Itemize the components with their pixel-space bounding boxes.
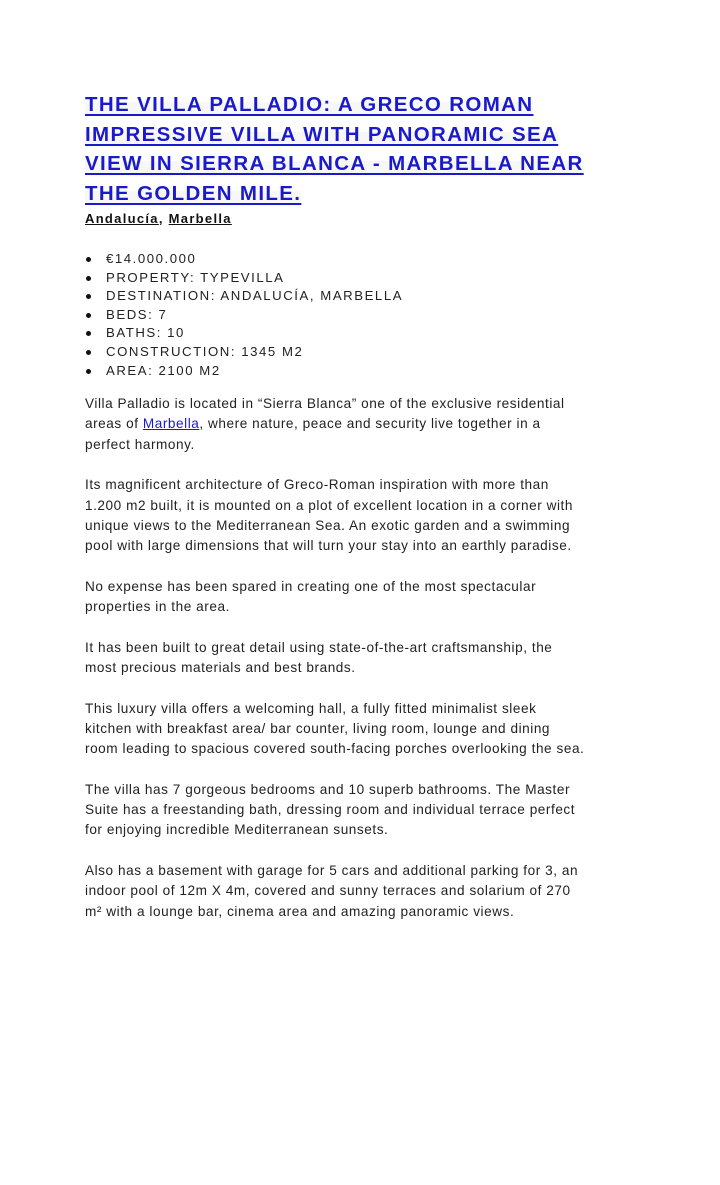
paragraph-line: [85, 414, 645, 434]
spec-text: €14.000.000: [106, 251, 197, 266]
paragraph-text: areas of: [85, 416, 143, 432]
paragraph-line: 1.200 m2 built, it is mounted on a plot of excellent location in a corner with: [85, 497, 573, 513]
city-link[interactable]: Marbella: [168, 211, 232, 226]
title-line[interactable]: THE VILLA PALLADIO: A GRECO ROMAN: [85, 93, 534, 116]
title-line[interactable]: IMPRESSIVE VILLA WITH PANORAMIC SEA: [85, 122, 559, 146]
bullet-icon: [86, 313, 91, 318]
paragraph-line: room leading to spacious covered south-facing porches overlooking the sea.: [85, 741, 585, 757]
paragraph-line: perfect harmony.: [85, 436, 195, 452]
paragraph-craftsmanship: [85, 638, 645, 679]
property-specs-list: [85, 250, 645, 380]
paragraph-line: The villa has 7 gorgeous bedrooms and 10 superb bathrooms. The Master: [85, 781, 571, 797]
bullet-icon: [86, 331, 91, 336]
paragraph-architecture: [85, 475, 645, 556]
paragraph-layout: [85, 699, 645, 760]
title-line[interactable]: VIEW IN SIERRA BLANCA - MARBELLA NEAR: [85, 152, 584, 175]
bullet-icon: [86, 294, 91, 299]
spec-text: PROPERTY: TYPEVILLA: [106, 269, 285, 285]
spec-text: DESTINATION: ANDALUCÍA, MARBELLA: [106, 288, 404, 304]
paragraph-line: properties in the area.: [85, 599, 230, 615]
paragraph-line: It has been built to great detail using state-of-the-art craftsmanship, the: [85, 639, 553, 655]
spec-text: CONSTRUCTION: 1345 M2: [106, 343, 304, 359]
paragraph-line: Also has a basement with garage for 5 cars and additional parking for 3, an: [85, 862, 579, 878]
paragraph-line: indoor pool of 12m X 4m, covered and sunny terraces and solarium of 270: [85, 883, 571, 899]
spec-property-type: [85, 269, 645, 288]
paragraph-line: pool with large dimensions that will turn your stay into an earthly paradise.: [85, 538, 572, 554]
spec-beds: [85, 306, 645, 325]
title-line[interactable]: THE GOLDEN MILE.: [85, 181, 302, 205]
spec-construction: [85, 343, 645, 362]
spec-text: AREA: 2100 M2: [106, 362, 221, 378]
marbella-link[interactable]: Marbella: [142, 416, 200, 432]
document-page: [85, 90, 645, 922]
bullet-icon: [86, 257, 91, 262]
spec-price: [85, 250, 645, 269]
spec-text: BATHS: 10: [106, 325, 185, 341]
bullet-icon: [86, 276, 91, 281]
spec-area: [85, 362, 645, 381]
paragraph-line: most precious materials and best brands.: [85, 660, 356, 676]
location-breadcrumb: [85, 210, 645, 228]
region-link[interactable]: Andalucía: [85, 211, 159, 226]
paragraph-line: No expense has been spared in creating one of the most spectacular: [85, 578, 537, 594]
paragraph-line: Suite has a freestanding bath, dressing room and individual terrace perfect: [85, 802, 576, 818]
bullet-icon: [86, 350, 91, 355]
paragraph-line: unique views to the Mediterranean Sea. An exotic garden and a swimming: [85, 517, 571, 533]
paragraph-expense: [85, 577, 645, 618]
spec-baths: [85, 324, 645, 343]
spec-destination: [85, 287, 645, 306]
paragraph-line: Its magnificent architecture of Greco-Roman inspiration with more than: [85, 477, 549, 493]
paragraph-basement: [85, 861, 645, 922]
paragraph-bedrooms: [85, 780, 645, 841]
paragraph-line: m² with a lounge bar, cinema area and amazing panoramic views.: [85, 903, 515, 919]
paragraph-line: Villa Palladio is located in “Sierra Blanca” one of the exclusive residential: [85, 396, 565, 412]
paragraph-location: [85, 394, 645, 455]
paragraph-text: , where nature, peace and security live together in a: [199, 416, 541, 432]
page-title[interactable]: [85, 90, 645, 208]
bullet-icon: [86, 369, 91, 374]
spec-text: BEDS: 7: [106, 306, 168, 322]
paragraph-line: kitchen with breakfast area/ bar counter, living room, lounge and dining: [85, 720, 551, 736]
location-separator: ,: [158, 211, 169, 226]
paragraph-line: This luxury villa offers a welcoming hall, a fully fitted minimalist sleek: [85, 700, 537, 716]
paragraph-line: for enjoying incredible Mediterranean sunsets.: [85, 822, 389, 838]
